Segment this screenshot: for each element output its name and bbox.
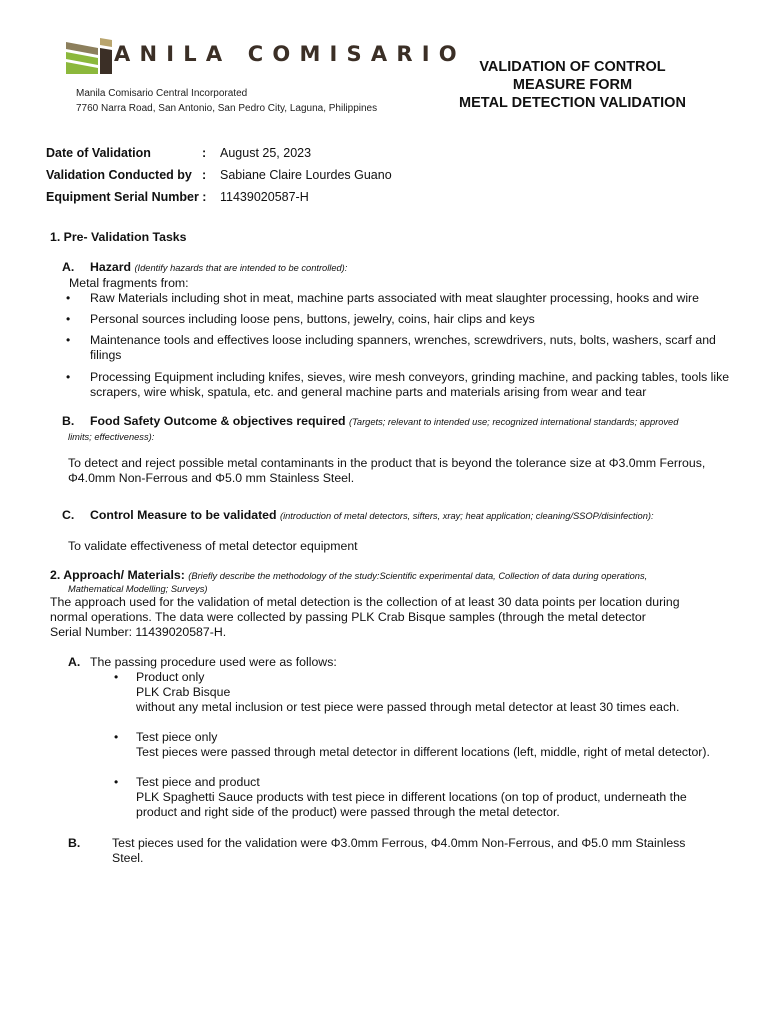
section-2-para-3: Serial Number: 11439020587-H. [50,625,227,639]
section-2-note-cont: Mathematical Modelling; Surveys) [68,584,208,594]
section-1c-letter: C. [62,508,75,522]
procedure-item-body [136,730,710,760]
bullet-dot: • [66,312,71,326]
section-1c-title: Control Measure to be validated [90,508,277,522]
section-2-para-2: normal operations. The data were collected by passing PLK Crab Bisque samples (through the metal detector [50,610,646,624]
bullet-dot: • [66,291,71,305]
company-address: 7760 Narra Road, San Antonio, San Pedro City, Laguna, Philippines [76,103,378,114]
section-1a-title-row [90,260,347,276]
bullet-dot: • [114,775,119,789]
section-2a-letter: A. [68,655,81,669]
bullet-dot: • [66,333,71,347]
section-1a-intro: Metal fragments from: [69,276,189,290]
hazard-text: Personal sources including loose pens, buttons, jewelry, coins, hair clips and keys [90,312,535,326]
procedure-item-title: Test piece and product [136,775,260,789]
section-1a-letter: A. [62,260,75,274]
hazard-text: Processing Equipment including knifes, sieves, wire mesh conveyors, grinding machine, and packing tables, tools like scrapers, wire whisk, spatula, etc. and general machine parts and materials arising from wear and tear [90,370,730,399]
section-1c-note: (introduction of metal detectors, sifters, xray; heat application; cleaning/SSOP/disinfection): [279,511,654,521]
hazard-bullet [66,370,746,402]
section-1a-title: Hazard [90,260,132,274]
hazard-bullet [66,291,746,307]
info-label: Equipment Serial Number : [46,190,207,204]
logo-mark-icon [66,38,112,74]
title-line-2: MEASURE FORM [512,77,633,93]
section-1b-note: (Targets; relevant to intended use; recognized international standards; approved [348,417,679,427]
section-1b-title-row [90,414,678,430]
section-1b-text-2: Φ4.0mm Non-Ferrous and Φ5.0 mm Stainless Steel. [68,471,355,485]
info-colon: : [202,146,207,160]
section-1c-text: To validate effectiveness of metal detector equipment [68,539,358,553]
procedure-item-body [136,775,687,820]
section-1b-note-cont: limits; effectiveness): [68,432,155,442]
section-2b-text-1: Test pieces used for the validation were Φ3.0mm Ferrous, Φ4.0mm Non-Ferrous, and Φ5.0 mm Stainless [112,836,686,850]
info-label: Validation Conducted by [46,168,192,182]
hazard-text: Maintenance tools and effectives loose including spanners, wrenches, screwdrivers, nuts, bolts, washers, scarf and filings [90,333,716,362]
bullet-dot: • [66,370,71,384]
form-title [440,58,705,112]
procedure-item [114,730,744,762]
procedure-item-line: PLK Spaghetti Sauce products with test piece in different locations (on top of product, underneath the [136,790,687,804]
section-2-heading: 2. Approach/ Materials: [50,568,185,582]
info-value: Sabiane Claire Lourdes Guano [220,168,392,182]
bullet-dot: • [114,730,119,744]
procedure-item-line: Test pieces were passed through metal detector in different locations (left, middle, right of metal detector). [136,745,710,759]
title-line-1: VALIDATION OF CONTROL [479,59,666,75]
logo-wordmark: ANILA COMISARIO [114,42,466,66]
section-1c-title-row [90,508,654,524]
company-logo [66,38,466,76]
hazard-bullet [66,333,746,365]
company-info [76,86,377,116]
info-value: August 25, 2023 [220,146,312,160]
procedure-item [114,775,744,823]
section-1b-title: Food Safety Outcome & objectives required [90,414,346,428]
section-2b-letter: B. [68,836,81,850]
section-2-para-1: The approach used for the validation of metal detection is the collection of at least 30 data points per location during [50,595,680,609]
info-value: 11439020587-H [220,190,309,204]
title-line-3: METAL DETECTION VALIDATION [459,95,686,111]
hazard-text: Raw Materials including shot in meat, machine parts associated with meat slaughter processing, hooks and wire [90,291,699,305]
procedure-item-title: Product only [136,670,205,684]
procedure-item-line: product and right side of the product) were passed through the metal detector. [136,805,560,819]
procedure-item-line: PLK Crab Bisque [136,685,231,699]
section-1a-note: (Identify hazards that are intended to be controlled): [134,263,348,273]
procedure-item-line: without any metal inclusion or test piece were passed through metal detector at least 30 times each. [136,700,680,714]
section-1-heading: 1. Pre- Validation Tasks [50,230,187,244]
section-2a-intro: The passing procedure used were as follows: [90,655,337,669]
section-2-note: (Briefly describe the methodology of the study:Scientific experimental data, Collection of data during operations, [188,571,648,581]
info-colon: : [202,168,207,182]
section-2b-text-2: Steel. [112,851,144,865]
procedure-item [114,670,744,718]
section-1b-text-1: To detect and reject possible metal contaminants in the product that is beyond the tolerance size at Φ3.0mm Ferrous, [68,456,706,470]
section-1b-letter: B. [62,414,75,428]
company-name: Manila Comisario Central Incorporated [76,88,248,99]
info-label: Date of Validation [46,146,151,160]
bullet-dot: • [114,670,119,684]
procedure-item-title: Test piece only [136,730,218,744]
hazard-bullet [66,312,746,328]
procedure-item-body [136,670,679,715]
